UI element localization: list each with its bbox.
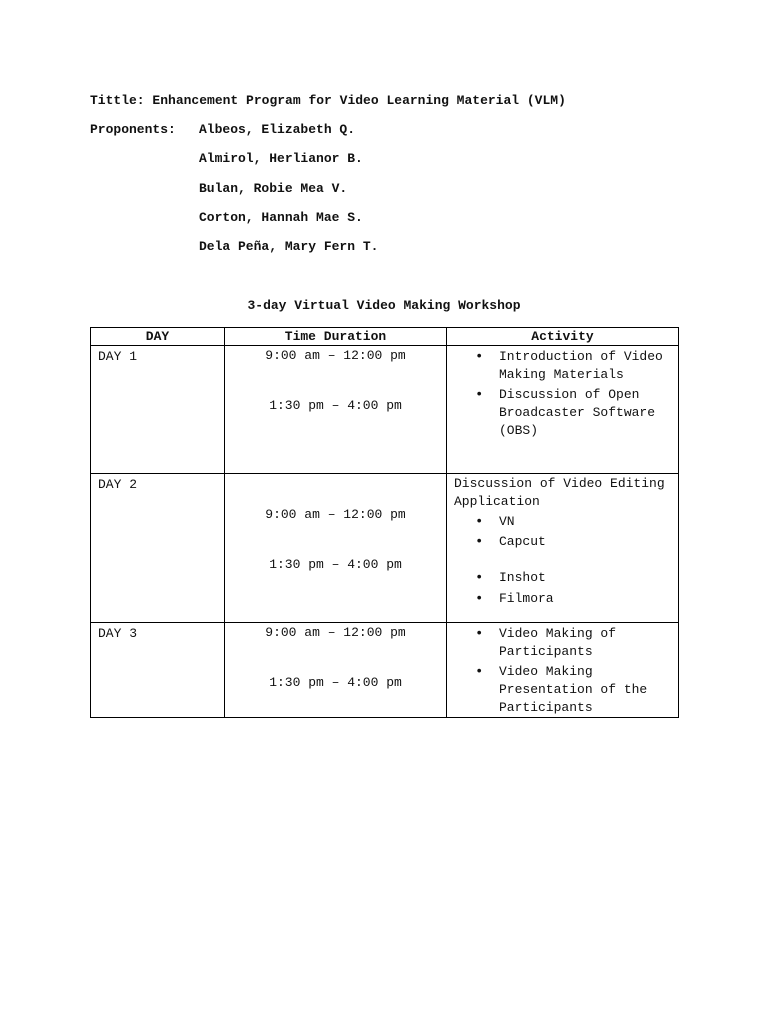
title-value: Enhancement Program for Video Learning Material (VLM) (152, 93, 566, 108)
table-title: 3-day Virtual Video Making Workshop (247, 298, 521, 313)
day-cell: DAY 2 (91, 474, 225, 623)
table-header-row (91, 328, 679, 346)
proponent-name: Dela Peña, Mary Fern T. (199, 239, 379, 255)
activity-item: • Inshot (447, 569, 678, 587)
column-header-time: Time Duration (225, 328, 447, 346)
time-cell (225, 623, 447, 718)
activity-item: • Discussion of Open Broadcaster Software (OBS) (447, 386, 678, 440)
title-label: Tittle: (90, 93, 145, 108)
activity-item: • Filmora (447, 590, 678, 608)
document-title (90, 93, 566, 108)
table-row (91, 346, 679, 474)
time-cell (225, 474, 447, 623)
proponent-name: Albeos, Elizabeth Q. (199, 122, 356, 137)
activity-list (447, 513, 678, 608)
proponents-label: Proponents: (90, 122, 176, 137)
table-row (91, 623, 679, 718)
time-slot: 1:30 pm – 4:00 pm (269, 398, 402, 413)
day-cell: DAY 3 (91, 623, 225, 718)
proponent-name: Almirol, Herlianor B. (199, 151, 363, 167)
day-cell: DAY 1 (91, 346, 225, 474)
column-header-activity: Activity (447, 328, 679, 346)
activity-item: • Capcut (447, 533, 678, 551)
time-slot: 9:00 am – 12:00 pm (265, 625, 406, 640)
time-slot: 9:00 am – 12:00 pm (265, 348, 406, 363)
proponent-name: Bulan, Robie Mea V. (199, 180, 348, 196)
time-cell (225, 346, 447, 474)
time-slot: 1:30 pm – 4:00 pm (269, 557, 402, 572)
activity-list (447, 625, 678, 717)
workshop-schedule-table (90, 327, 679, 718)
table-row (91, 474, 679, 623)
activity-cell (447, 623, 679, 718)
proponents-list (199, 122, 378, 268)
activity-item: • Video Making of Participants (447, 625, 678, 661)
activity-intro: Discussion of Video Editing Application (454, 476, 665, 509)
activity-list (447, 348, 678, 440)
time-slot: 9:00 am – 12:00 pm (265, 507, 406, 522)
activity-item: • VN (447, 513, 678, 531)
column-header-day: DAY (91, 328, 225, 346)
proponent-name: Corton, Hannah Mae S. (199, 209, 363, 225)
time-slot: 1:30 pm – 4:00 pm (269, 675, 402, 690)
activity-item: • Introduction of Video Making Materials (447, 348, 678, 384)
activity-cell (447, 346, 679, 474)
activity-item: • Video Making Presentation of the Participants (447, 663, 678, 717)
activity-cell (447, 474, 679, 623)
